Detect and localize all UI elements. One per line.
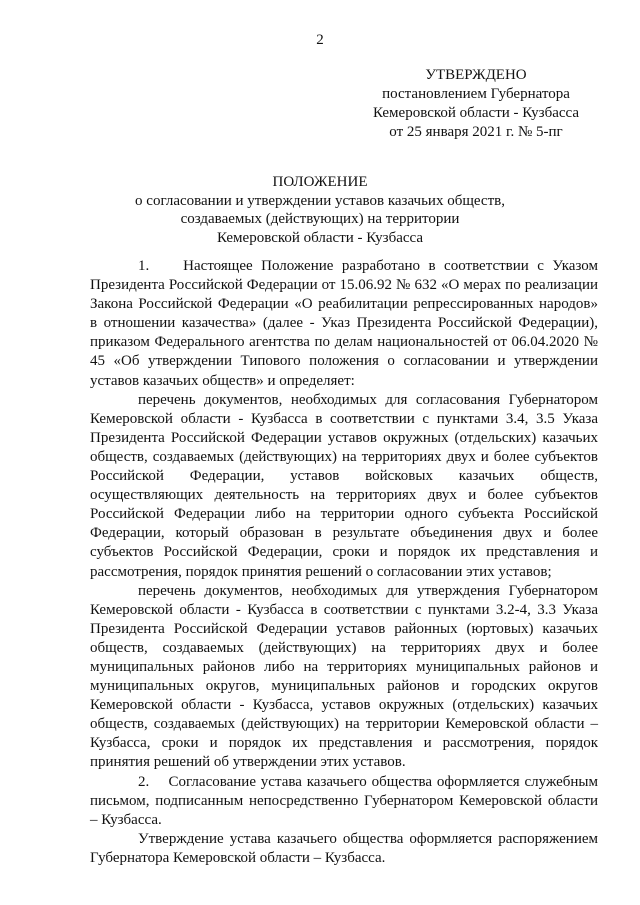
approval-stamp [300, 66, 640, 142]
approval-line: Кемеровской области - Кузбасса [372, 105, 580, 121]
approval-line: постановлением Губернатора [382, 86, 570, 102]
approval-line: от 25 января 2021 г. № 5-пг [389, 124, 563, 140]
page-number: 2 [316, 32, 324, 48]
document-body [90, 257, 598, 868]
approval-line: УТВЕРЖДЕНО [425, 67, 527, 83]
paragraph-5: Утверждение устава казачьего общества оформляется распоряжением Губернатора Кемеровской области – Кузбасса. [90, 830, 598, 866]
paragraph-3: перечень документов, необходимых для утверждения Губернатором Кемеровской области - Кузбасса в соответствии с пунктами 3.2-4, 3.3 Указа Президента Российской Федерации уставов районных (юртовых) казачьих обществ, создаваемых (действующих) на территориях двух и более муниципальных районов либо на территориях муниципальных районов и муниципальных округов, муниципальных районов и городских округов Кемеровской области - Кузбасса, уставов окружных (отдельских) казачьих обществ, создаваемых (действующих) на территории Кемеровской области – Кузбасса, сроки и порядок их представления и рассмотрения, порядок принятия решений об утверждении этих уставов. [90, 582, 598, 771]
paragraph-4: 2. Согласование устава казачьего общества оформляется служебным письмом, подписанным непосредственно Губернатором Кемеровской области – Кузбасса. [90, 773, 598, 828]
document-title [40, 173, 600, 247]
title-line: о согласовании и утверждении уставов казачьих обществ, [135, 192, 505, 209]
title-heading: ПОЛОЖЕНИЕ [272, 174, 368, 190]
paragraph-2: перечень документов, необходимых для согласования Губернатором Кемеровской области - Кузбасса в соответствии с пунктами 3.4, 3.5 Указа Президента Российской Федерации уставов окружных (отдельских) казачьих обществ, создаваемых (действующих) на территориях двух и более субъектов Российской Федерации, уставов войсковых казачьих обществ, осуществляющих деятельность на территориях двух и более субъектов Российской Федерации либо на территории одного субъекта Российской Федерации, который образован в результате объединения двух и более субъектов Российской Федерации, сроки и порядок их представления и рассмотрения, порядок принятия решений о согласовании этих уставов; [90, 391, 598, 580]
paragraph-1: 1. Настоящее Положение разработано в соответствии с Указом Президента Российской Федерации от 15.06.92 № 632 «О мерах по реализации Закона Российской Федерации «О реабилитации репрессированных народов» в отношении казачества» (далее - Указ Президента Российской Федерации), приказом Федерального агентства по делам национальностей от 06.04.2020 № 45 «Об утверждении Типового положения о согласовании и утверждении уставов казачьих обществ» и определяет: [90, 258, 598, 389]
title-line: создаваемых (действующих) на территории [180, 211, 460, 227]
title-line: Кемеровской области - Кузбасса [216, 229, 424, 246]
